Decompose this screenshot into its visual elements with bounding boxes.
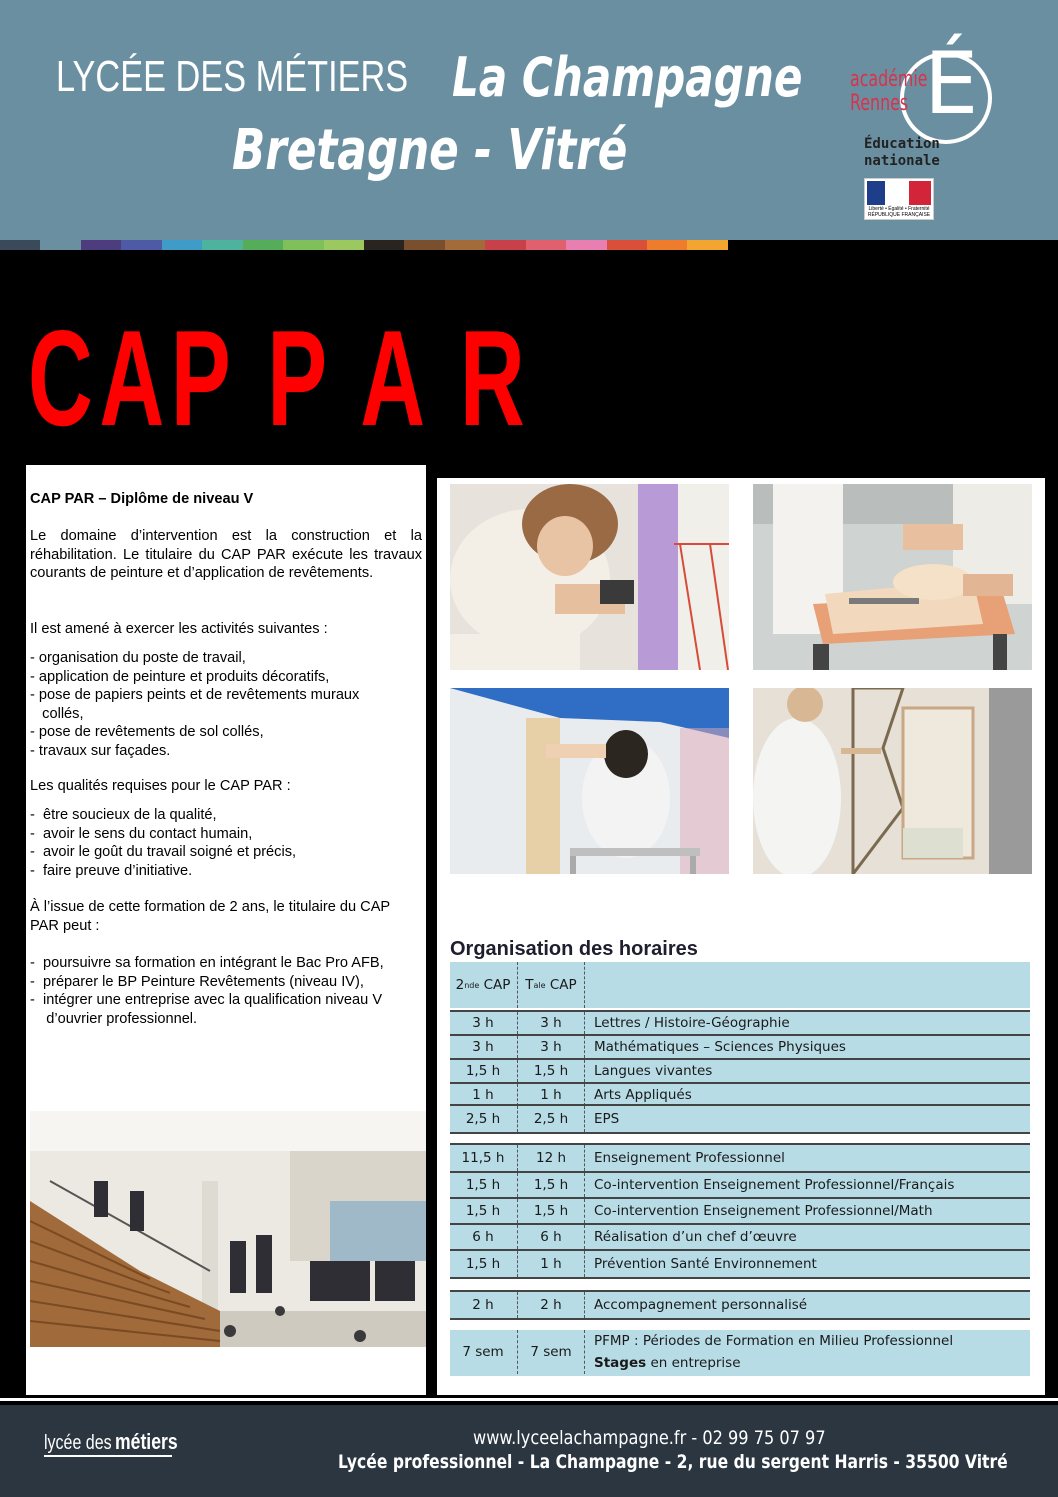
school-name-champagne: La Champagne bbox=[452, 46, 803, 109]
header-banner bbox=[0, 0, 1058, 240]
list-item: - intégrer une entreprise avec la qualification niveau V bbox=[30, 992, 383, 1008]
list-item: - organisation du poste de travail, bbox=[30, 650, 246, 666]
schedule-group-professional bbox=[450, 1143, 1030, 1277]
photo-school-hall bbox=[30, 1111, 426, 1347]
list-item: - travaux sur façades. bbox=[30, 742, 171, 759]
list-item: - pose de revêtements de sol collés, bbox=[30, 724, 264, 740]
color-stripe bbox=[364, 240, 404, 250]
schedule-title: Organisation des horaires bbox=[450, 938, 698, 960]
page-title: CAP P A R bbox=[28, 302, 532, 454]
list-item: - avoir le sens du contact humain, bbox=[30, 825, 253, 842]
schedule-group-accompaniment bbox=[450, 1290, 1030, 1320]
qualities-list bbox=[30, 806, 422, 880]
table-row: 1,5 h 1 h Prévention Santé Environnement bbox=[450, 1249, 1030, 1279]
school-name-line1: LYCÉE DES MÉTIERS bbox=[56, 52, 409, 101]
color-stripe-bar bbox=[0, 240, 1058, 250]
table-row: 3 h 3 h Lettres / Histoire-Géographie bbox=[450, 1010, 1030, 1034]
schedule-group-pfmp bbox=[450, 1330, 1030, 1376]
color-stripe bbox=[40, 240, 80, 250]
photo-painting-student bbox=[450, 484, 729, 670]
intro-paragraph: Le domaine d’intervention est la construction et la réhabilitation. Le titulaire du CAP PAR exécute les travaux courants de peinture et d’application de revêtements. bbox=[30, 528, 422, 581]
qualities-intro: Les qualités requises pour le CAP PAR : bbox=[30, 778, 291, 794]
activities-list bbox=[30, 649, 422, 760]
description-panel bbox=[26, 465, 426, 1395]
school-address: Lycée professionnel - La Champagne - 2, rue du sergent Harris - 35500 Vitré bbox=[338, 1451, 1008, 1473]
website-phone[interactable]: www.lyceelachampagne.fr - 02 99 75 07 97 bbox=[473, 1427, 826, 1449]
col-header-tale: T ale CAP bbox=[517, 962, 585, 1008]
section-heading: CAP PAR – Diplôme de niveau V bbox=[30, 491, 254, 507]
color-stripe bbox=[243, 240, 283, 250]
photo-decor-panel bbox=[753, 688, 1032, 874]
color-stripe bbox=[324, 240, 364, 250]
color-stripe bbox=[0, 240, 40, 250]
color-stripe bbox=[121, 240, 161, 250]
list-item: - avoir le goût du travail soigné et précis, bbox=[30, 844, 297, 860]
table-row: 2 h 2 h Accompagnement personnalisé bbox=[450, 1290, 1030, 1320]
color-stripe bbox=[283, 240, 323, 250]
schedule-header bbox=[450, 962, 1030, 1008]
table-row: 2,5 h 2,5 h EPS bbox=[450, 1104, 1030, 1134]
color-stripe bbox=[404, 240, 444, 250]
academie-text: académie Rennes bbox=[850, 67, 928, 116]
republique-flag-icon: Liberté • Égalité • Fraternité RÉPUBLIQUE FRANÇAISE bbox=[864, 178, 934, 220]
table-row: 1 h 1 h Arts Appliqués bbox=[450, 1082, 1030, 1106]
after-intro: À l’issue de cette formation de 2 ans, le titulaire du CAP PAR peut : bbox=[30, 899, 390, 934]
color-stripe bbox=[647, 240, 687, 250]
lycee-des-metiers-logo: lycée des métiers bbox=[44, 1429, 193, 1455]
table-row: 1,5 h 1,5 h Co-intervention Enseignement Professionnel/Math bbox=[450, 1197, 1030, 1223]
list-item: - poursuivre sa formation en intégrant le Bac Pro AFB, bbox=[30, 955, 384, 971]
table-row: 6 h 6 h Réalisation d’un chef d’œuvre bbox=[450, 1223, 1030, 1249]
color-stripe bbox=[202, 240, 242, 250]
academie-e-icon: É bbox=[924, 34, 979, 134]
list-item: - être soucieux de la qualité, bbox=[30, 807, 217, 823]
activities-intro: Il est amené à exercer les activités suivantes : bbox=[30, 621, 328, 637]
color-stripe bbox=[566, 240, 606, 250]
table-row: 11,5 h 12 h Enseignement Professionnel bbox=[450, 1143, 1030, 1171]
after-list bbox=[30, 954, 422, 1028]
list-item: - préparer le BP Peinture Revêtements (niveau IV), bbox=[30, 973, 364, 990]
list-item: - application de peinture et produits décoratifs, bbox=[30, 668, 330, 685]
photo-hanging-wallpaper bbox=[450, 688, 729, 874]
schedule-group-general bbox=[450, 1010, 1030, 1132]
footer-divider bbox=[0, 1398, 1058, 1401]
list-item: - pose de papiers peints et de revêtements muraux bbox=[30, 687, 360, 703]
list-item: collés, bbox=[30, 705, 84, 722]
color-stripe bbox=[526, 240, 566, 250]
table-row: 1,5 h 1,5 h Langues vivantes bbox=[450, 1058, 1030, 1082]
list-item: d’ouvrier professionnel. bbox=[30, 1010, 198, 1027]
list-item: - faire preuve d’initiative. bbox=[30, 862, 193, 879]
table-row: 7 sem 7 sem PFMP : Périodes de Formation en Milieu Professionnel Stages en entreprise bbox=[450, 1330, 1030, 1374]
color-stripe bbox=[162, 240, 202, 250]
education-nationale-text: Éducation nationale bbox=[864, 136, 940, 169]
color-stripe bbox=[607, 240, 647, 250]
photo-wallpaper-table bbox=[753, 484, 1032, 670]
table-row: 3 h 3 h Mathématiques – Sciences Physiques bbox=[450, 1034, 1030, 1058]
academie-logo bbox=[846, 28, 1006, 228]
footer bbox=[0, 1405, 1058, 1497]
col-header-2nde: 2 nde CAP bbox=[455, 977, 511, 993]
table-row: 1,5 h 1,5 h Co-intervention Enseignement Professionnel/Français bbox=[450, 1171, 1030, 1197]
color-stripe bbox=[81, 240, 121, 250]
color-stripe bbox=[687, 240, 727, 250]
school-location: Bretagne - Vitré bbox=[232, 118, 628, 183]
color-stripe bbox=[445, 240, 485, 250]
color-stripe bbox=[485, 240, 525, 250]
